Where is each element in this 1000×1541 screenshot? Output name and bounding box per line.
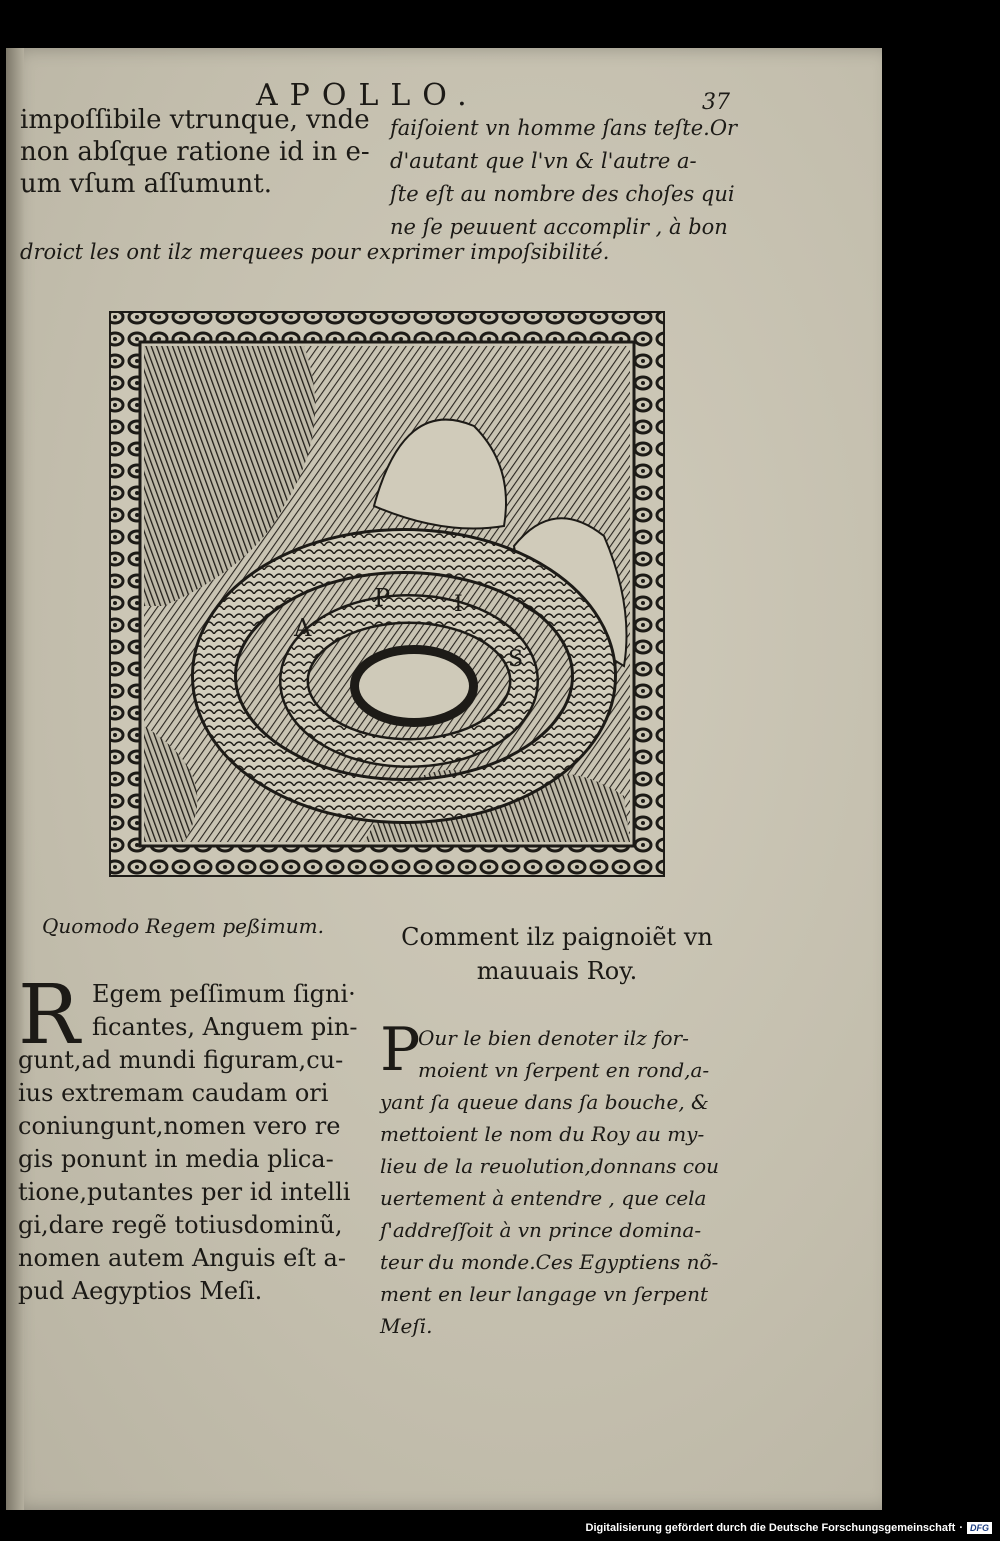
french-top-line: faiſoient vn homme ſans teſte.Or <box>390 116 738 140</box>
latin-body-line: gis ponunt in media plica- <box>18 1145 334 1173</box>
funding-credit: Digitalisierung gefördert durch die Deutsche Forschungsgemeinschaft · DFG <box>586 1519 992 1537</box>
serpent-letter: S <box>508 647 524 672</box>
latin-body-line: pud Aegyptios Meſi. <box>18 1277 263 1305</box>
french-section-heading: Comment ilz paignoiẽt vn mauuais Roy. <box>401 923 713 985</box>
latin-body-line: gunt,ad mundi figuram,cu- <box>18 1046 344 1074</box>
french-body-line: moient vn ſerpent en rond,a- <box>418 1058 710 1082</box>
french-top-text <box>390 112 737 244</box>
french-body-line: Our le bien denoter ilz for- <box>418 1026 689 1050</box>
dfg-logo: DFG <box>967 1522 992 1534</box>
latin-drop-cap: R <box>18 968 80 1063</box>
funding-credit-text: Digitalisierung gefördert durch die Deutsche Forschungsgemeinschaft <box>585 1522 956 1534</box>
latin-body-line: gi,dare regẽ totiusdominũ, <box>18 1211 343 1239</box>
latin-top-text <box>20 104 370 200</box>
french-drop-cap: P <box>380 1015 421 1085</box>
book-page <box>6 48 882 1510</box>
french-top-line: d'autant que l'vn & l'autre a- <box>390 149 697 173</box>
latin-body-line: coniungunt,nomen vero re <box>18 1112 341 1140</box>
french-body-line: yant ſa queue dans ſa bouche, & <box>380 1090 709 1114</box>
french-top-line: ne ſe peuuent accomplir , à bon <box>390 215 728 239</box>
french-body-line: teur du monde.Ces Egyptiens nõ- <box>380 1250 719 1274</box>
latin-body-line: ius extremam caudam ori <box>18 1079 329 1107</box>
running-head: APOLLO. <box>256 78 479 113</box>
woodcut-serpent-illustration <box>104 306 670 882</box>
french-top-continuation: droict les ont ilz merquees pour exprimer impoſsibilité. <box>20 240 610 264</box>
serpent-letter: A <box>294 614 312 642</box>
latin-top-line: um vſum aſſumunt. <box>20 169 272 199</box>
latin-body-text <box>18 968 358 1308</box>
french-body-line: uertement à entendre , que cela <box>380 1186 707 1210</box>
serpent-letter: P <box>374 584 391 612</box>
french-body-line: ſ'addreſſoit à vn prince domina- <box>380 1218 702 1242</box>
latin-top-line: impoſſibile vtrunque, vnde <box>20 105 370 135</box>
latin-body-line: tione,putantes per id intelli <box>18 1178 351 1206</box>
serpent-letter: I <box>454 592 463 617</box>
latin-body-line: Egem peſſimum ſigni· <box>92 980 356 1008</box>
latin-top-line: non abſque ratione id in e- <box>20 137 370 167</box>
french-body-text <box>380 1015 720 1342</box>
latin-body-line: ficantes, Anguem pin- <box>92 1013 358 1041</box>
french-body-line: mettoient le nom du Roy au my- <box>380 1122 705 1146</box>
latin-section-heading: Quomodo Regem peßimum. <box>42 914 324 938</box>
page-number: 37 <box>702 90 730 115</box>
french-body-line: lieu de la reuolution,donnans cou <box>380 1154 720 1178</box>
french-body-line: Meſi. <box>380 1314 433 1338</box>
latin-body-line: nomen autem Anguis eſt a- <box>18 1244 346 1272</box>
french-top-line: ſte eſt au nombre des choſes qui <box>390 182 735 206</box>
french-body-line: ment en leur langage vn ſerpent <box>380 1282 708 1306</box>
